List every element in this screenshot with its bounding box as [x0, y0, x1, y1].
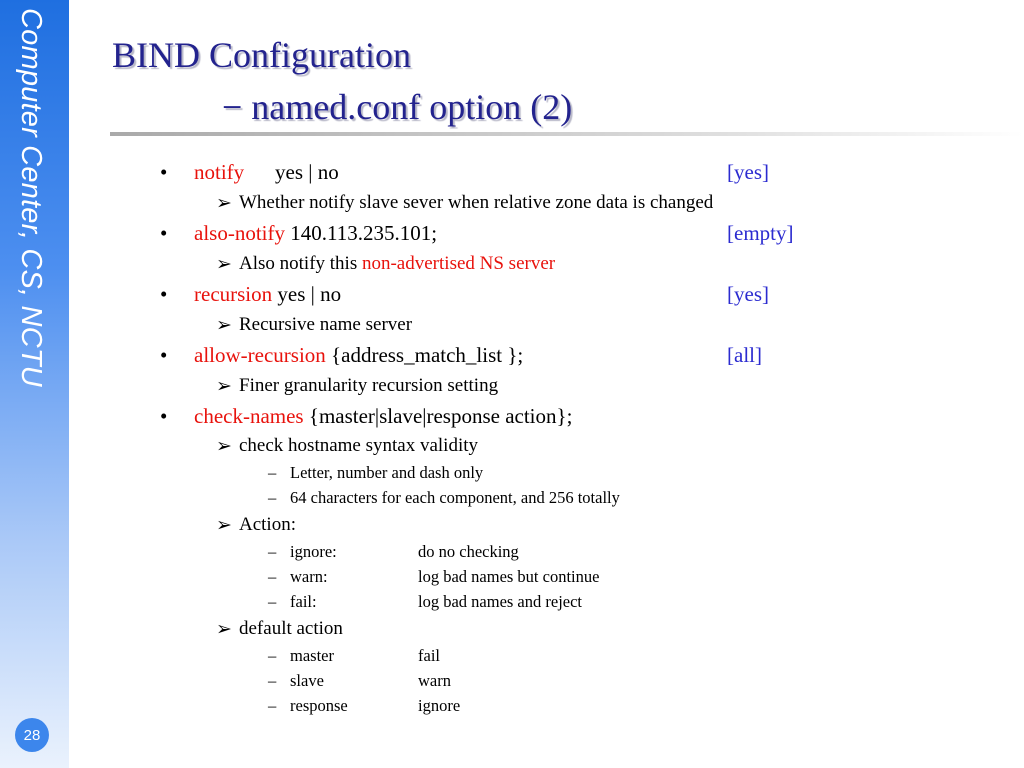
option-default: [all] — [727, 343, 762, 367]
bullet-icon: • — [160, 160, 168, 184]
option-keyword: check-names — [194, 404, 304, 428]
default-target: slave — [290, 671, 324, 690]
title-divider — [110, 132, 1024, 136]
sidebar-title: Computer Center, CS, NCTU — [15, 8, 47, 387]
default-action-value: warn — [418, 671, 451, 690]
option-keyword: allow-recursion — [194, 343, 326, 367]
arrow-bullet-icon: ➢ — [216, 254, 232, 275]
slide-title-line1: BIND Configuration — [112, 35, 411, 75]
option-description: Also notify this — [239, 253, 362, 274]
option-keyword: recursion — [194, 282, 273, 306]
bullet-icon: • — [160, 404, 168, 428]
dash-bullet-icon: – — [268, 463, 277, 482]
arrow-bullet-icon: ➢ — [216, 515, 232, 536]
option-default: [yes] — [727, 282, 769, 306]
option-description: Whether notify slave sever when relative zone data is changed — [239, 192, 714, 213]
option-syntax: yes | no — [275, 160, 339, 184]
dash-bullet-icon: – — [268, 592, 277, 611]
arrow-bullet-icon: ➢ — [216, 376, 232, 397]
dash-bullet-icon: – — [268, 542, 277, 561]
default-action-value: fail — [418, 646, 440, 665]
bullet-icon: • — [160, 282, 168, 306]
action-name: ignore: — [290, 542, 337, 561]
option-default: [yes] — [727, 160, 769, 184]
action-name: fail: — [290, 592, 317, 611]
option-description: check hostname syntax validity — [239, 435, 479, 456]
bullet-icon: • — [160, 221, 168, 245]
arrow-bullet-icon: ➢ — [216, 193, 232, 214]
page-number-badge: 28 — [15, 718, 49, 752]
arrow-bullet-icon: ➢ — [216, 619, 232, 640]
option-keyword: also-notify — [194, 221, 285, 245]
dash-bullet-icon: – — [268, 646, 277, 665]
bullet-icon: • — [160, 343, 168, 367]
default-target: response — [290, 696, 348, 715]
option-description-highlight: non-advertised NS server — [361, 253, 556, 274]
option-syntax: {address_match_list }; — [331, 343, 524, 367]
dash-bullet-icon: – — [268, 696, 277, 715]
slide-title-line2: − named.conf option (2) — [222, 87, 573, 127]
option-description: Action: — [239, 514, 296, 535]
dash-bullet-icon: – — [268, 671, 277, 690]
arrow-bullet-icon: ➢ — [216, 315, 232, 336]
option-syntax: yes | no — [277, 282, 342, 306]
option-syntax: 140.113.235.101; — [290, 221, 438, 245]
sidebar — [0, 0, 69, 768]
dash-bullet-icon: – — [268, 567, 277, 586]
option-description: default action — [239, 618, 343, 639]
option-description: Recursive name server — [239, 314, 413, 335]
default-action-value: ignore — [418, 696, 461, 715]
action-effect: do no checking — [418, 542, 519, 561]
option-description: Finer granularity recursion setting — [239, 375, 499, 396]
detail-text: 64 characters for each component, and 256 totally — [290, 488, 620, 507]
action-effect: log bad names but continue — [418, 567, 600, 586]
default-target: master — [290, 646, 334, 665]
action-effect: log bad names and reject — [418, 592, 583, 611]
arrow-bullet-icon: ➢ — [216, 436, 232, 457]
option-keyword: notify — [194, 160, 245, 184]
dash-bullet-icon: – — [268, 488, 277, 507]
option-syntax: {master|slave|response action}; — [308, 404, 573, 428]
detail-text: Letter, number and dash only — [290, 463, 484, 482]
action-name: warn: — [290, 567, 328, 586]
option-default: [empty] — [727, 221, 794, 245]
